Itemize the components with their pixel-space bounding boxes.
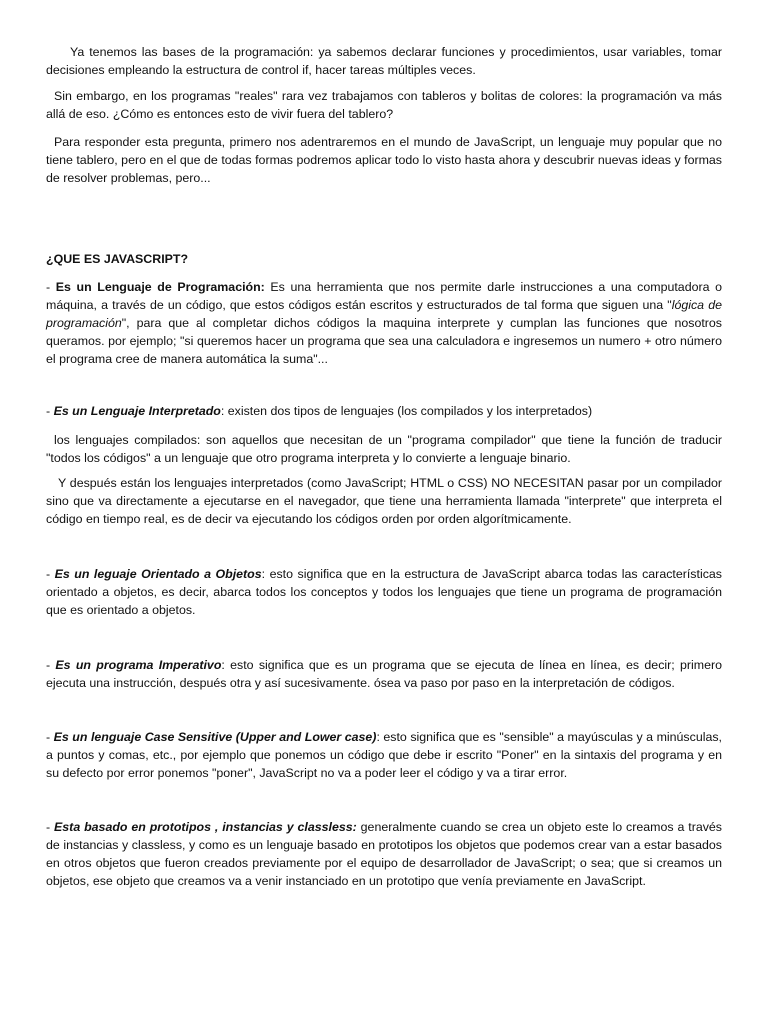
- definition-italic-text: lógica de programación: [46, 298, 722, 330]
- definition-programming-language: [46, 278, 722, 368]
- definition-text: Es una herramienta que nos permite darle instrucciones a una computadora o máquina, a través de un código, que estos códigos están escritos y estructurados de tal forma que siguen una ": [46, 280, 723, 312]
- definition-text: : esto significa que en la estructura de JavaScript abarca todas las características orientado a objetos, es decir, abarca todos los conceptos y todos los lenguajes que tiene un programa de programación que es orientado a objetos.: [46, 567, 722, 617]
- section-heading: ¿QUE ES JAVASCRIPT?: [46, 252, 189, 266]
- definition-case-sensitive: [46, 728, 722, 782]
- intro-paragraph-1: Ya tenemos las bases de la programación: ya sabemos declarar funciones y procedimientos, usar variables, tomar decisiones empleando la estructura de control if, hacer tareas múltiples veces.: [46, 45, 722, 77]
- intro-paragraph-3: Para responder esta pregunta, primero nos adentraremos en el mundo de JavaScript, un lenguaje muy popular que no tiene tablero, pero en el que de todas formas podremos aplicar todo lo visto hasta ahora y descubrir nuevas ideas y formas de resolver problemas, pero...: [46, 135, 722, 185]
- definition-object-oriented: [46, 565, 722, 619]
- definition-imperative: [46, 656, 722, 692]
- bullet-dash: -: [46, 280, 56, 294]
- bullet-dash: -: [46, 404, 54, 418]
- compiled-languages-paragraph: los lenguajes compilados: son aquellos que necesitan de un "programa compilador" que tiene la función de traducir "todos los códigos" a un lenguaje que otro programa interpreta y lo convierte a lenguaje binario.: [46, 433, 722, 465]
- interpreted-languages-paragraph: Y después están los lenguajes interpretados (como JavaScript; HTML o CSS) NO NECESITAN pasar por un compilador sino que va directamente a ejecutarse en el navegador, que tiene una herramienta llamada "interprete" que interpreta el código en tiempo real, es de decir va ejecutando los códigos orden por orden algorítmicamente.: [46, 476, 722, 526]
- definition-title: Es un leguaje Orientado a Objetos: [54, 567, 262, 581]
- bullet-dash: -: [46, 730, 54, 744]
- definition-prototype-based: [46, 818, 722, 890]
- definition-text-continued: ", para que al completar dichos códigos la maquina interprete y cumplan las funciones que nosotros queramos. por ejemplo; "si queremos hacer un programa que sea una calculadora e ingresemos un numero + otro número el programa cree de manera automática la suma"...: [46, 316, 722, 366]
- definition-title: Es un programa Imperativo: [55, 658, 222, 672]
- definition-title: Esta basado en prototipos , instancias y classless:: [54, 820, 357, 834]
- bullet-dash: -: [46, 658, 56, 672]
- definition-text: : existen dos tipos de lenguajes (los compilados y los interpretados): [220, 404, 593, 418]
- definition-title: Es un lenguaje Case Sensitive (Upper and Lower case): [53, 730, 377, 744]
- definition-title: Es un Lenguaje Interpretado: [53, 404, 221, 418]
- bullet-dash: -: [46, 820, 55, 834]
- definition-text: : esto significa que es un programa que se ejecuta de línea en línea, es decir; primero ejecuta una instrucción, después otra y así sucesivamente. ósea va paso por paso en la interpretación de códigos.: [46, 658, 723, 690]
- definition-text: : esto significa que es "sensible" a mayúsculas y a minúsculas, a puntos y comas, etc., por ejemplo que ponemos un código que debe ir escrito "Poner" en la sintaxis del programa y en su defecto por error ponemos "poner", JavaScript no va a poder leer el código y va a tirar error.: [46, 730, 722, 780]
- definition-text: generalmente cuando se crea un objeto este lo creamos a través de instancias y classless, y como es un lenguaje basado en prototipos los objetos que podemos crear van a estar basados en otros objetos que fueron creados previamente por el equipo de desarrollador de JavaScript; o sea; que si creamos un objetos, ese objeto que creamos va a venir instanciado en un prototipo que venía previamente en JavaScript.: [46, 820, 722, 888]
- intro-paragraph-2: Sin embargo, en los programas "reales" rara vez trabajamos con tableros y bolitas de colores: la programación va más allá de eso. ¿Cómo es entonces esto de vivir fuera del tablero?: [46, 89, 722, 121]
- definition-interpreted-language: [46, 402, 722, 420]
- definition-title: Es un Lenguaje de Programación:: [55, 280, 265, 294]
- bullet-dash: -: [46, 567, 55, 581]
